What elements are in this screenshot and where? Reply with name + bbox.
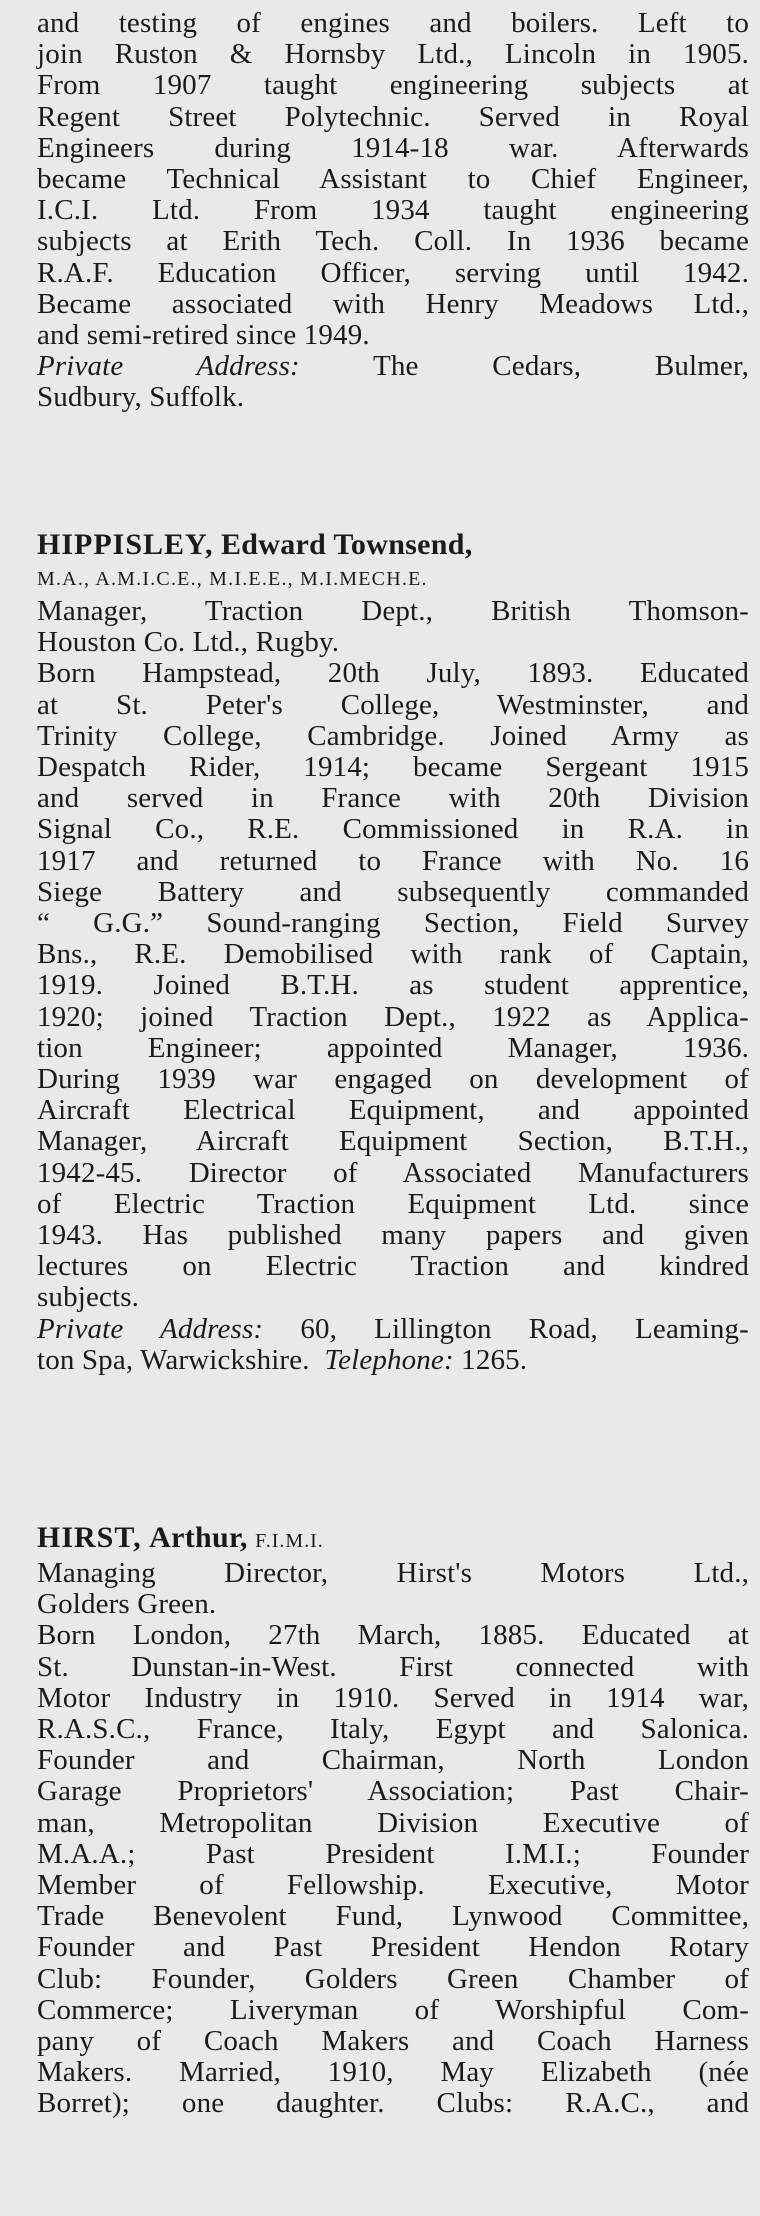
entry-text-line: Golders Green. [37,1588,217,1621]
entry-text-line: 1943. Has published many papers and given [37,1219,749,1252]
entry-text-line: 1919. Joined B.T.H. as student apprentice, [37,969,749,1002]
entry-text-line: and testing of engines and boilers. Left to [37,7,749,39]
entry-text-line: 1920; joined Traction Dept., 1922 as Applica- [37,1000,749,1033]
entry-given-names: Arthur, [149,1521,248,1554]
entry-text-line: and served in France with 20th Division [37,782,749,815]
entry-text-line: of Electric Traction Equipment Ltd. since [37,1187,749,1220]
entry-text-line: at St. Peter's College, Westminster, and [37,688,749,721]
entry-surname: HIPPISLEY, [37,528,214,561]
entry-text-line: Became associated with Henry Meadows Ltd., [37,287,749,320]
entry-text-line: I.C.I. Ltd. From 1934 taught engineering [37,194,749,227]
entry-text-line: Borret); one daughter. Clubs: R.A.C., and [37,2087,749,2120]
entry-text-line: Member of Fellowship. Executive, Motor [37,1869,749,1902]
telephone-label: Telephone: [324,1343,454,1376]
entry-text-line: Motor Industry in 1910. Served in 1914 war, [37,1681,749,1714]
entry-text-line: Managing Director, Hirst's Motors Ltd., [37,1557,749,1589]
entry-text-line: “ G.G.” Sound-ranging Section, Field Survey [37,907,749,940]
entry-text-line: Siege Battery and subsequently commanded [37,875,749,908]
entry-text-line: Trade Benevolent Fund, Lynwood Committee, [37,1900,749,1933]
private-address-line-2 [37,1345,749,1376]
entry-text-line: join Ruston & Hornsby Ltd., Lincoln in 1905. [37,38,749,71]
entry-text-line: R.A.F. Education Officer, serving until 1942. [37,256,749,289]
entry-heading [37,1521,749,1558]
entry-text-line: and semi-retired since 1949. [37,319,370,352]
entry-text-line: Engineers during 1914-18 war. Afterwards [37,131,749,164]
entry-text-line: tion Engineer; appointed Manager, 1936. [37,1031,749,1064]
private-address-line [37,1314,749,1345]
entry-text-line: Manager, Traction Dept., British Thomson- [37,595,749,627]
entry-text-line: Regent Street Polytechnic. Served in Royal [37,100,749,133]
entry-text-line: man, Metropolitan Division Executive of [37,1806,749,1839]
entry-text-line: 1942-45. Director of Associated Manufacturers [37,1156,749,1189]
entry-text-line: Manager, Aircraft Equipment Section, B.T.H., [37,1125,749,1158]
private-address-label: Private Address: [37,350,300,383]
entry-text-line: lectures on Electric Traction and kindred [37,1250,749,1283]
entry-text-line: Born London, 27th March, 1885. Educated at [37,1619,749,1652]
entry-text-line: 1917 and returned to France with No. 16 [37,844,749,877]
entry-hippisley [37,528,749,1376]
entry-previous-continued [37,8,749,414]
private-address-value-2: ton Spa, Warwickshire. [37,1343,310,1376]
entry-text-line: pany of Coach Makers and Coach Harness [37,2025,749,2058]
entry-qualifications: M.A., A.M.I.C.E., M.I.E.E., M.I.MECH.E. [37,568,428,590]
entry-text-line: Signal Co., R.E. Commissioned in R.A. in [37,813,749,846]
entry-qualifications: F.I.M.I. [255,1530,324,1552]
entry-text-line: Founder and Chairman, North London [37,1744,749,1777]
entry-given-names: Edward Townsend, [220,528,473,561]
entry-text-line: Born Hampstead, 20th July, 1893. Educated [37,657,749,690]
entry-text-line: became Technical Assistant to Chief Engineer, [37,163,749,196]
telephone-value: 1265. [461,1343,528,1376]
entry-text-line: subjects. [37,1281,140,1314]
entry-text-line: Founder and Past President Hendon Rotary [37,1931,749,1964]
entry-text-line: M.A.A.; Past President I.M.I.; Founder [37,1837,749,1870]
entry-text-line: Makers. Married, 1910, May Elizabeth (née [37,2056,749,2089]
entry-hirst [37,1521,749,2120]
entry-heading [37,528,749,562]
entry-text-line: During 1939 war engaged on development of [37,1063,749,1096]
private-address-line-2: Sudbury, Suffolk. [37,381,245,414]
entry-text-line: Houston Co. Ltd., Rugby. [37,626,340,659]
entry-text-line: subjects at Erith Tech. Coll. In 1936 became [37,225,749,258]
private-address-value: 60, Lillington Road, Leaming- [300,1312,749,1345]
entry-text-line: St. Dunstan-in-West. First connected with [37,1650,749,1683]
entry-text-line: Bns., R.E. Demobilised with rank of Captain, [37,938,749,971]
entry-text-line: Garage Proprietors' Association; Past Chair- [37,1775,749,1808]
entry-text-line: Trinity College, Cambridge. Joined Army as [37,719,749,752]
entry-text-line: From 1907 taught engineering subjects at [37,69,749,102]
entry-text-line: Despatch Rider, 1914; became Sergeant 1915 [37,751,749,784]
private-address-line [37,351,749,382]
entry-surname: HIRST, [37,1521,142,1554]
entry-text-line: R.A.S.C., France, Italy, Egypt and Salonica. [37,1713,749,1746]
entry-text-line: Aircraft Electrical Equipment, and appointed [37,1094,749,1127]
private-address-value: The Cedars, Bulmer, [373,350,749,383]
entry-text-line: Commerce; Liveryman of Worshipful Com- [37,1993,749,2026]
entry-text-line: Club: Founder, Golders Green Chamber of [37,1962,749,1995]
private-address-label: Private Address: [37,1312,264,1345]
